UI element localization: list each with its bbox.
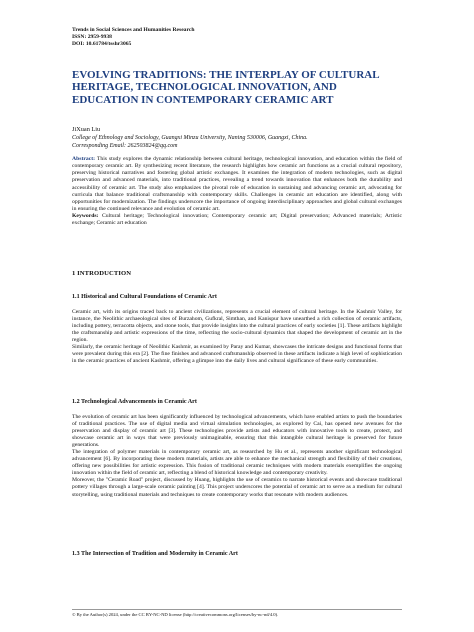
journal-doi: DOI: 10.61784/tsshr3065 — [72, 41, 132, 48]
paragraph: Ceramic art, with its origins traced back to ancient civilizations, represents a crucial element of cultural heritage. In the Kashmir Valley, for instance, the Neolithic archaeological sites of Burzahom, Gufkral, Simthan, and Kanispur have unearthed a rich collection of ceramic artifacts, including pottery, terracotta objects, and stone tools, that provide insights into the cultural practices of early societies [1]. These artifacts highlight the craftsmanship and artistic expressions of the time, reflecting the socio-cultural dynamics that shaped the development of ceramic art in the region. — [72, 309, 402, 344]
journal-name: Trends in Social Sciences and Humanities Research — [72, 27, 195, 33]
license-footer: © By the Author(s) 2024, under the CC BY-NC-ND license (http://creativecommons.org/licenses/by-nc-nd/4.0). — [72, 612, 279, 617]
paragraph: Moreover, the "Ceramic Road" project, discussed by Huang, highlights the use of ceramics to narrate historical events and showcase traditional pottery villages through a large-scale ceramic painting [4]. This project underscores the potential of ceramic art to serve as a medium for cultural storytelling, using traditional materials and techniques to create contemporary works that resonate with modern audiences. — [72, 477, 402, 498]
abstract-label: Abstract: — [72, 156, 96, 162]
paper-title: EVOLVING TRADITIONS: THE INTERPLAY OF CULTURAL HERITAGE, TECHNOLOGICAL INNOVATION, AND EDUCATION IN CONTEMPORARY CERAMIC ART — [72, 69, 379, 106]
paragraph: The evolution of ceramic art has been significantly influenced by technological advancements, which have enabled artists to push the boundaries of traditional practices. The use of digital media and virtual simulation technologies, as explored by Cai, has opened new avenues for the preservation and display of ceramic art [3]. These technologies provide artists and educators with innovative tools to create, protect, and showcase ceramic art in ways that were previously unimaginable, ensuring that this intangible cultural heritage is preserved for future generations. — [72, 414, 402, 449]
journal-info — [72, 27, 194, 49]
author-block — [72, 126, 402, 150]
footer-divider — [72, 609, 402, 610]
abstract-text: This study explores the dynamic relationship between cultural heritage, technological innovation, and education within the field of contemporary ceramic art. By synthesizing recent literature, the research highlights how ceramic art functions as a crucial cultural repository, preserving historical narratives and fostering global artistic exchanges. It examines the integration of modern technologies, such as digital preservation and advanced materials, into traditional practices, revealing a trend towards innovation that enhances both the durability and accessibility of ceramic art. The study also emphasizes the pivotal role of education in sustaining and advancing ceramic art, advocating for curricula that balance traditional craftsmanship with contemporary skills. Challenges in ceramic art education are identified, along with opportunities for modernization. The findings underscore the importance of ongoing interdisciplinary approaches and global cultural exchanges in ensuring the continued relevance and evolution of ceramic art. — [72, 156, 402, 213]
abstract-block — [72, 156, 402, 228]
author-email: Corresponding Email: 262503824@qq.com — [72, 143, 178, 149]
paragraph: Similarly, the ceramic heritage of Neolithic Kashmir, as examined by Paray and Kumar, showcases the intricate designs and functional forms that were prevalent during this era [2]. The fine finishes and advanced craftsmanship observed in these artifacts indicate a high level of sophistication in the ceramic practices of ancient Kashmir, offering a glimpse into the daily lives and cultural significance of these early communities. — [72, 344, 402, 365]
paragraph: The integration of polymer materials in contemporary ceramic art, as researched by Hu et al., represents another significant technological advancement [6]. By incorporating these modern materials, artists are able to enhance the mechanical strength and flexibility of their creations, offering new possibilities for artistic expression. This fusion of traditional ceramic techniques with modern materials exemplifies the ongoing innovation within the field of ceramic art, reflecting a blend of historical knowledge and contemporary creativity. — [72, 449, 402, 477]
subsection-heading-1-2: 1.2 Technological Advancements in Ceramic Art — [72, 399, 197, 405]
author-affiliation: College of Ethnology and Sociology, Guangxi Minzu University, Naning 530006, Guangxi, China. — [72, 135, 308, 141]
section-1-2-body — [72, 414, 402, 499]
keywords-paragraph — [72, 213, 402, 227]
subsection-heading-1-3: 1.3 The Intersection of Tradition and Modernity in Ceramic Art — [72, 551, 238, 557]
section-1-1-body — [72, 309, 402, 365]
keywords-label: Keywords: — [72, 213, 99, 220]
subsection-heading-1-1: 1.1 Historical and Cultural Foundations of Ceramic Art — [72, 294, 217, 300]
journal-issn: ISSN: 2959-9938 — [72, 34, 112, 41]
section-heading-introduction: 1 INTRODUCTION — [72, 270, 132, 277]
abstract-paragraph — [72, 156, 402, 213]
author-name: JiXuan Liu — [72, 126, 101, 133]
keywords-text: Cultural heritage; Technological innovation; Contemporary ceramic art; Digital preservation; Advanced materials; Artistic exchange; Ceramic art education — [72, 213, 402, 227]
